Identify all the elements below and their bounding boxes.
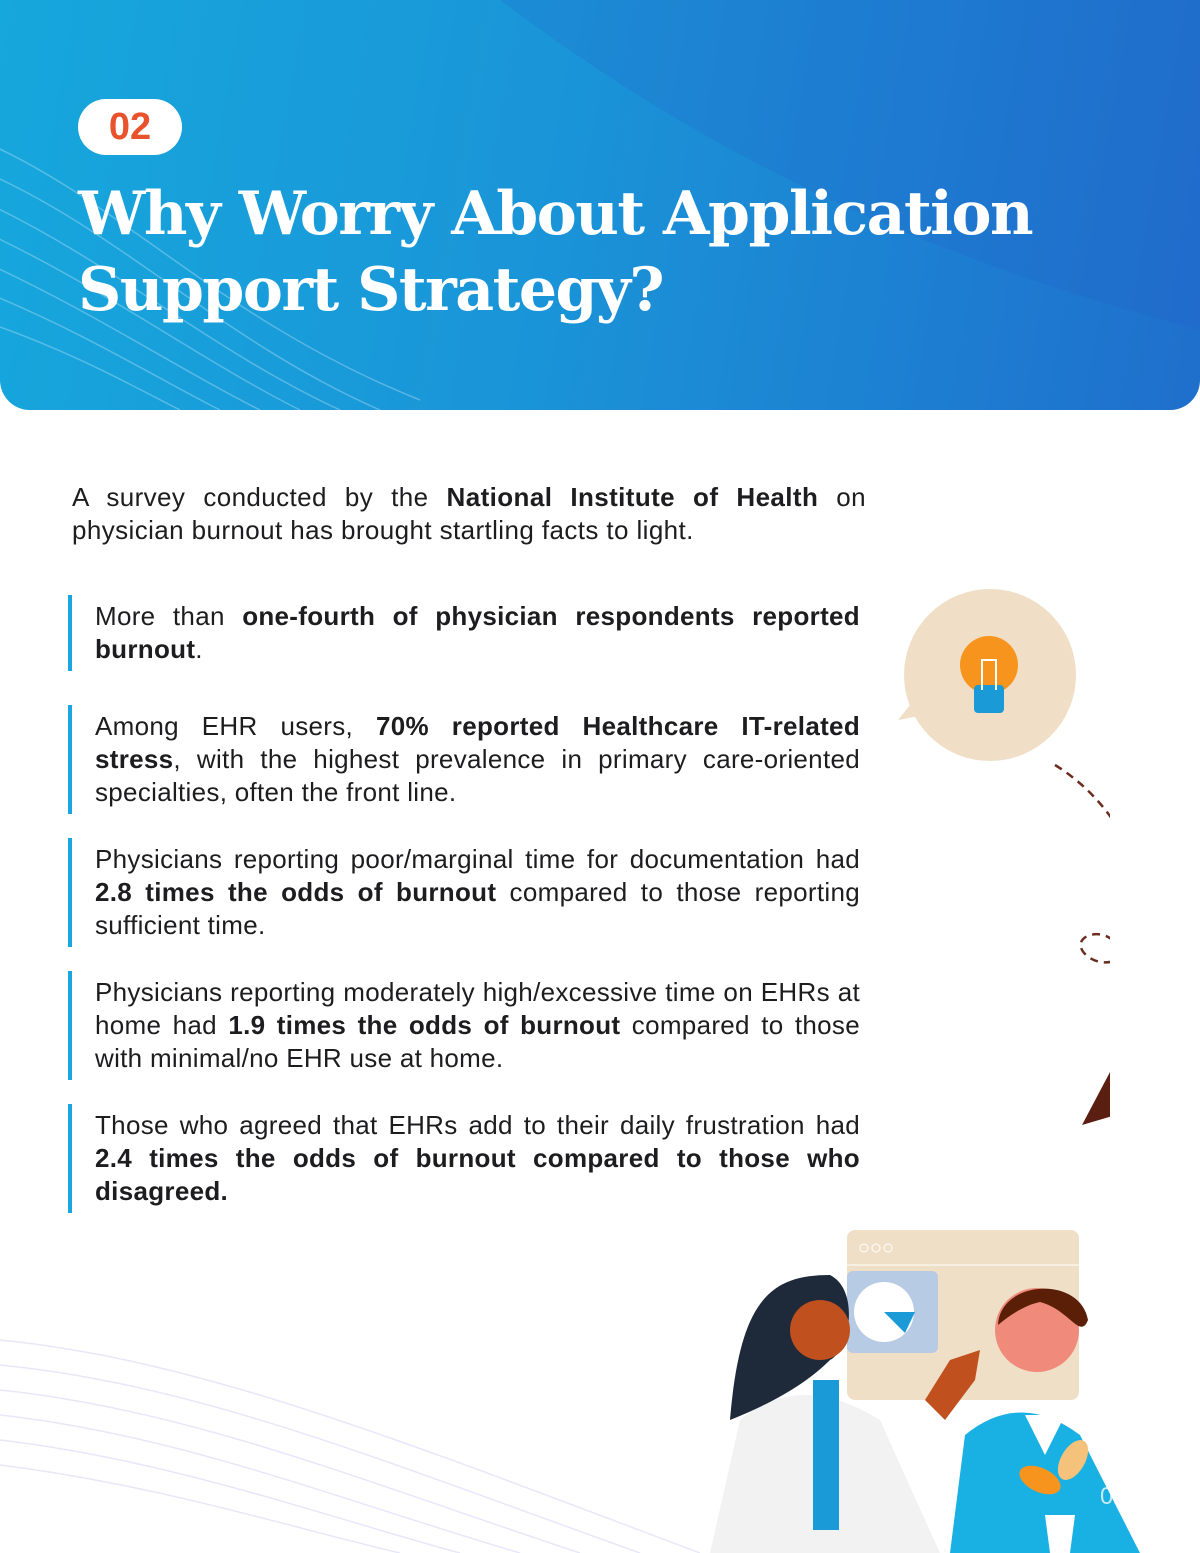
title-line-2: Support Strategy? [78,255,663,325]
header-banner [0,0,1200,410]
fact-item: Among EHR users, 70% reported Healthcare IT-related stress, with the highest prevalence in primary care-oriented specialties, often the front line. [68,705,860,814]
intro-paragraph: A survey conducted by the National Institute of Health on physician burnout has brought startling facts to light. [72,482,866,545]
section-number-badge: 02 [78,99,182,155]
dashed-path [1055,765,1110,1075]
fact-item: Physicians reporting moderately high/excessive time on EHRs at home had 1.9 times the odds of burnout compared to those with minimal/no EHR use at home. [68,971,860,1080]
bottom-wave-pattern [0,1320,700,1553]
fact-item: Those who agreed that EHRs add to their daily frustration had 2.4 times the odds of burnout compared to those who disagreed. [68,1104,860,1213]
fact-item: Physicians reporting poor/marginal time for documentation had 2.8 times the odds of burnout compared to those reporting sufficient time. [68,838,860,947]
fact-item: More than one-fourth of physician respondents reported burnout. [68,595,860,671]
page-title [78,176,1078,328]
page-number: 02 [1100,1483,1127,1510]
paper-plane-icon [1082,1072,1110,1125]
title-line-1: Why Worry About Application [78,179,1033,249]
lightbulb-idea-illustration [890,585,1110,1145]
